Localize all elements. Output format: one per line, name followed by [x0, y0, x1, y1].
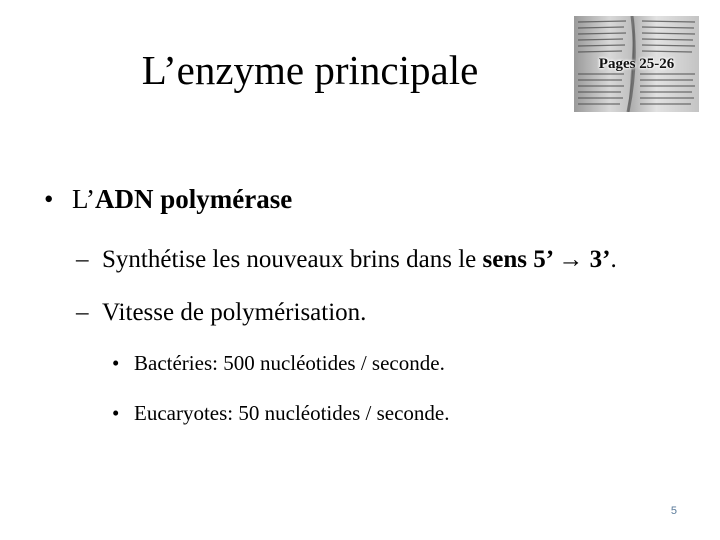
book-badge-label: Pages 25-26 — [598, 56, 675, 72]
sub-sub-bullet-bacteries — [112, 349, 445, 377]
sub-bullet-text: Synthétise les nouveaux brins dans le — [102, 246, 483, 273]
bullet-adn-polymerase — [44, 181, 292, 217]
sub-sub-bullet-eucaryotes — [112, 399, 449, 427]
sub-sub-bullet-text: Bactéries: 500 nucléotides / seconde. — [134, 351, 445, 375]
sub-bullet-text-tail: . — [610, 246, 617, 273]
sub-sub-bullet-marker: • — [112, 351, 120, 375]
bullet-text-bold: ADN polymérase — [95, 184, 293, 214]
sub-bullet-marker: – — [76, 299, 89, 326]
bullet-marker: • — [44, 184, 54, 214]
sub-bullet-marker: – — [76, 246, 89, 273]
book-badge — [574, 16, 699, 112]
sub-bullet-text-bold: sens 5’ → 3’ — [482, 246, 611, 273]
page-number: 5 — [670, 505, 677, 517]
slide-title: L’enzyme principale — [141, 47, 479, 93]
bullet-text: L’ — [72, 184, 96, 214]
sub-bullet-vitesse — [76, 297, 366, 329]
sub-bullet-text: Vitesse de polymérisation. — [102, 299, 367, 326]
sub-sub-bullet-marker: • — [112, 401, 120, 425]
sub-sub-bullet-text: Eucaryotes: 50 nucléotides / seconde. — [134, 401, 450, 425]
sub-bullet-synthese — [76, 244, 617, 276]
